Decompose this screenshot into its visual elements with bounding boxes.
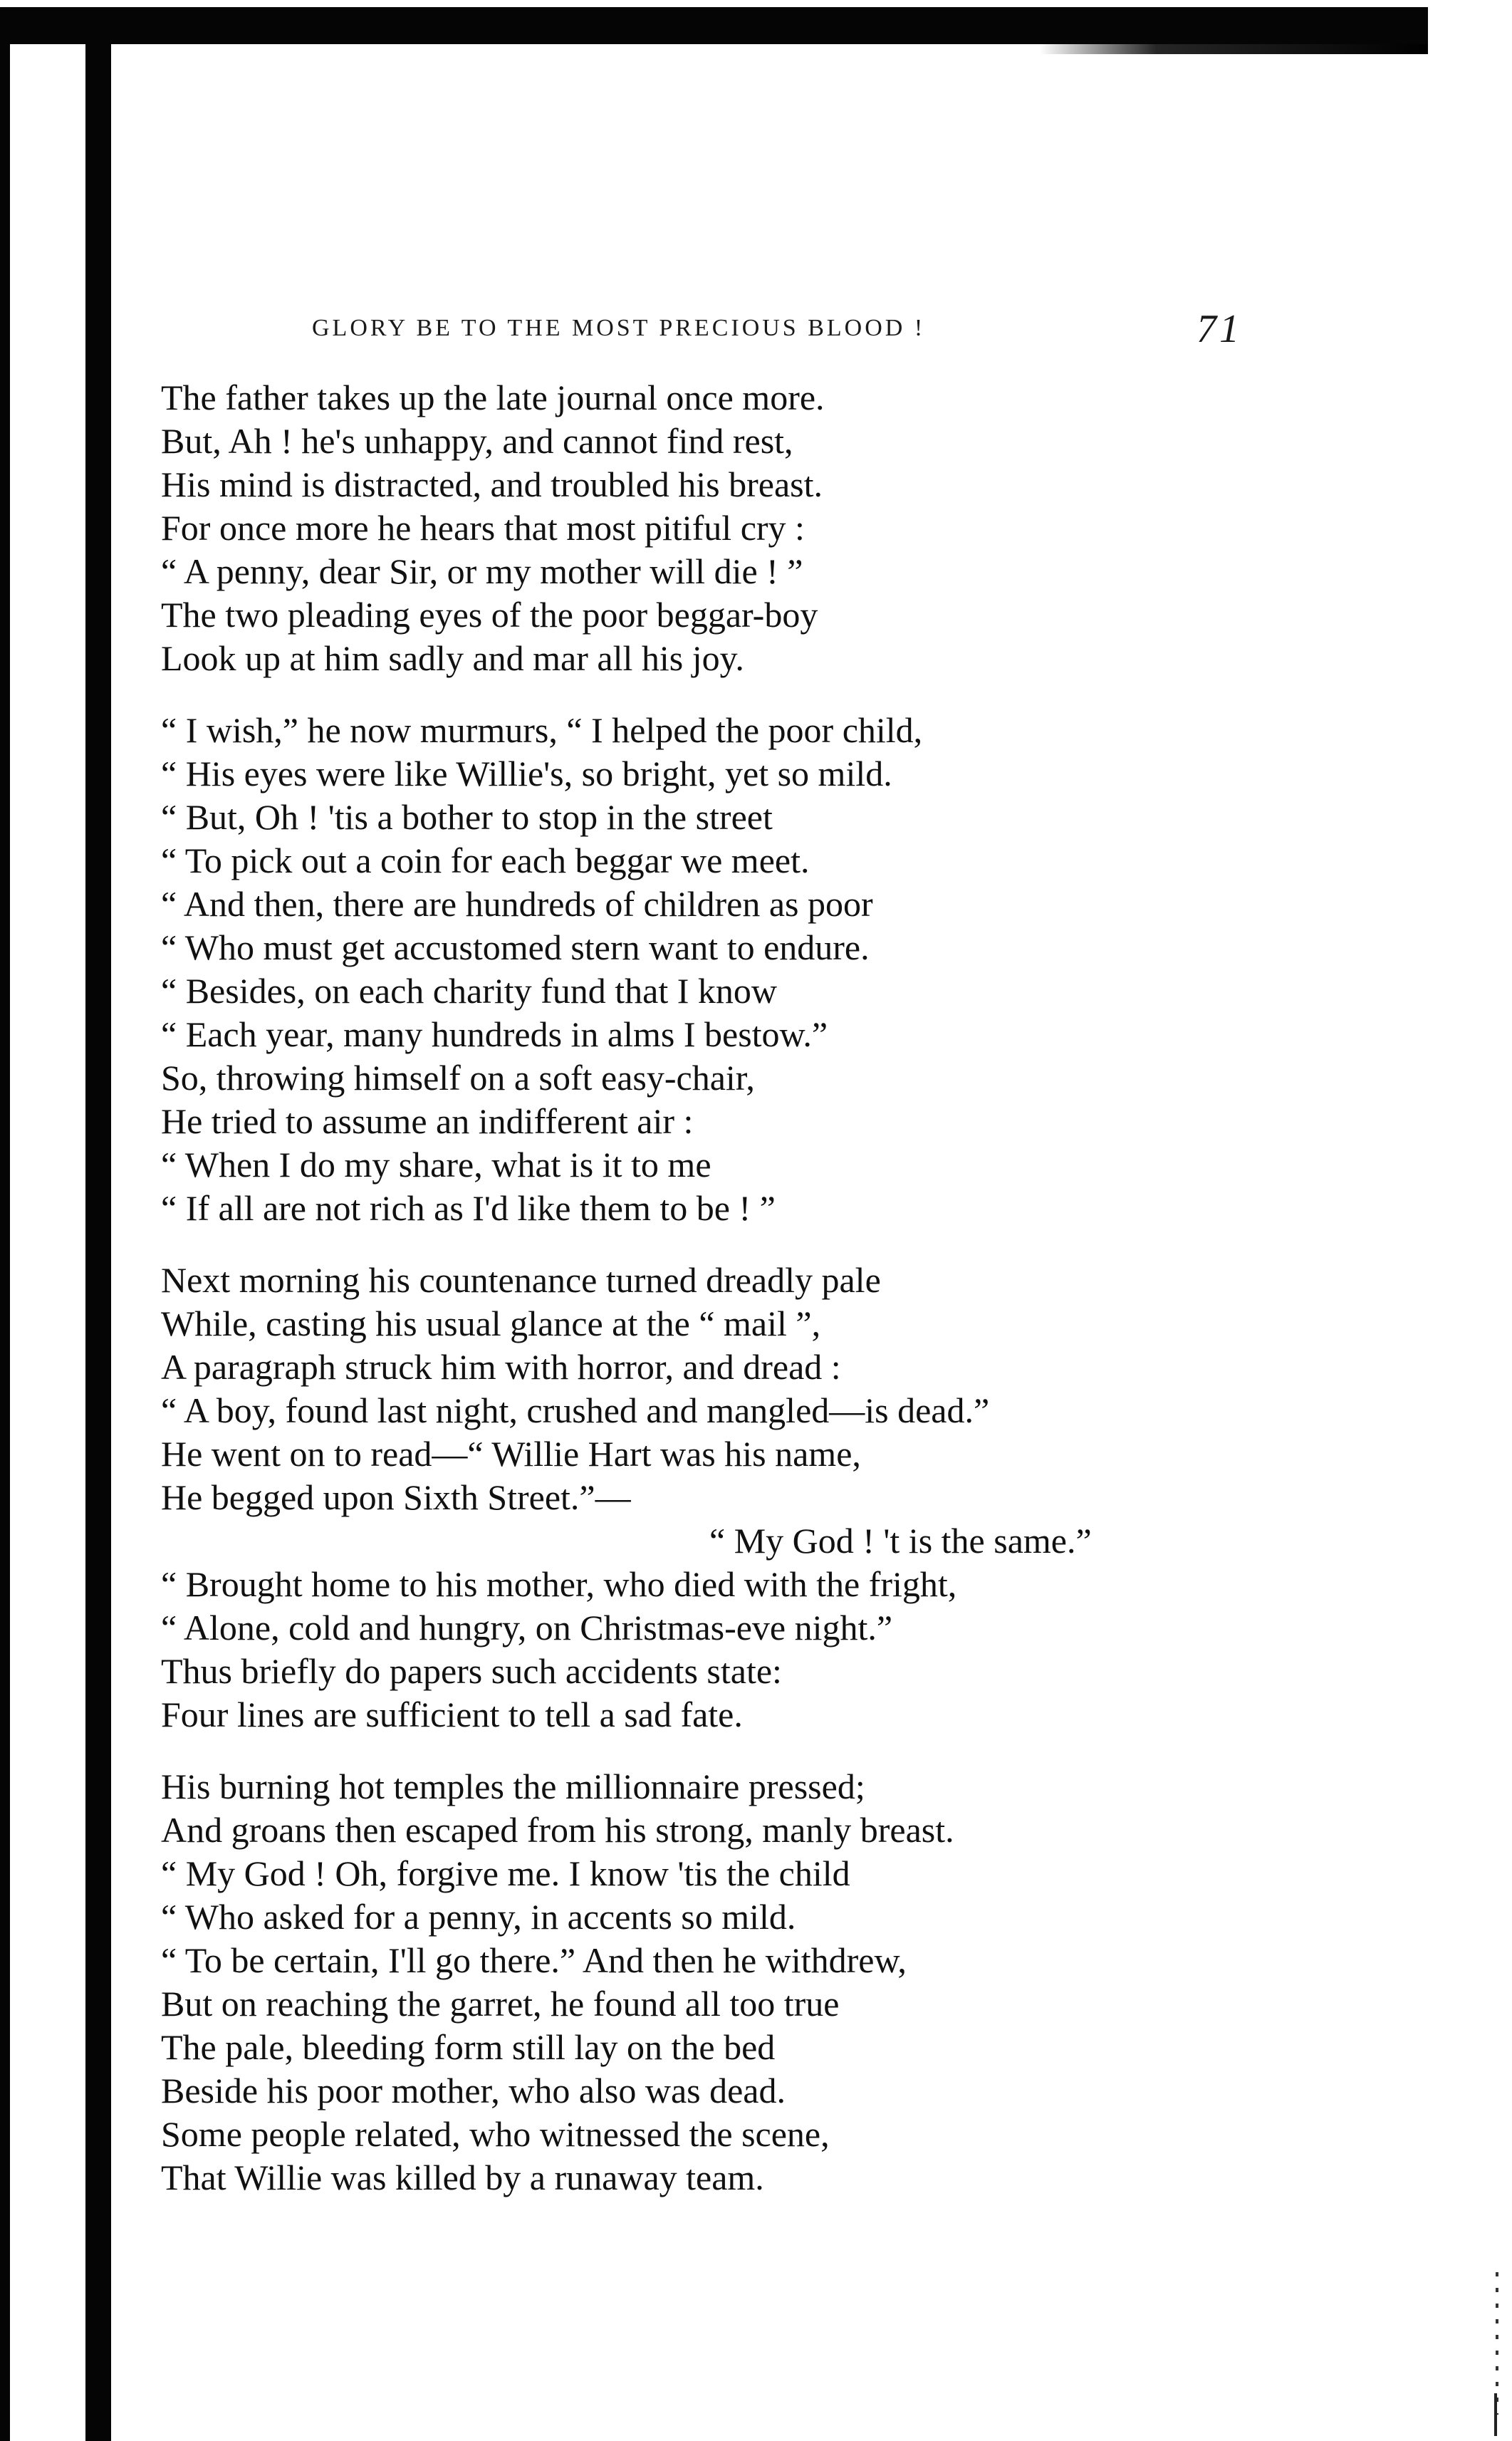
verse-line: The two pleading eyes of the poor beggar-boy: [161, 595, 818, 635]
stanza-2: [161, 709, 1286, 1230]
verse-line: Look up at him sadly and mar all his joy.: [161, 638, 744, 678]
verse-line: “ My God ! Oh, forgive me. I know 'tis the child: [161, 1853, 850, 1893]
verse-line: For once more he hears that most pitiful cry :: [161, 508, 805, 548]
verse-line: “ A boy, found last night, crushed and mangled—is dead.”: [161, 1390, 990, 1430]
stanza-1: [161, 376, 1286, 680]
verse-line: His mind is distracted, and troubled his breast.: [161, 464, 823, 504]
verse-line: “ Who asked for a penny, in accents so mild.: [161, 1897, 796, 1937]
verse-line: But on reaching the garret, he found all too true: [161, 1984, 840, 2024]
scan-border-top: [0, 7, 1428, 44]
verse-line: “ To be certain, I'll go there.” And then he withdrew,: [161, 1940, 907, 1980]
verse-line: He went on to read—“ Willie Hart was his name,: [161, 1434, 861, 1474]
stanza-3: [161, 1259, 1286, 1737]
verse-line: “ His eyes were like Willie's, so bright, yet so mild.: [161, 754, 892, 793]
verse-line: “ When I do my share, what is it to me: [161, 1145, 711, 1185]
verse-line: The father takes up the late journal once more.: [161, 378, 825, 417]
verse-line: And groans then escaped from his strong, manly breast.: [161, 1810, 954, 1850]
verse-line: Next morning his countenance turned dreadly pale: [161, 1260, 881, 1300]
verse-line: Some people related, who witnessed the scene,: [161, 2114, 830, 2154]
page-number: 71: [1196, 307, 1242, 351]
verse-line: “ I wish,” he now murmurs, “ I helped the poor child,: [161, 710, 923, 750]
verse-line: He tried to assume an indifferent air :: [161, 1101, 694, 1141]
verse-line: “ Besides, on each charity fund that I know: [161, 971, 778, 1011]
verse-line: Thus briefly do papers such accidents state:: [161, 1651, 782, 1691]
verse-line: A paragraph struck him with horror, and dread :: [161, 1347, 841, 1387]
scan-edge-mark: [1494, 2393, 1497, 2436]
stanza-4: [161, 1765, 1286, 2200]
verse-line: But, Ah ! he's unhappy, and cannot find rest,: [161, 421, 793, 461]
poem-body: [161, 376, 1286, 2299]
verse-line: Beside his poor mother, who also was dead.: [161, 2071, 786, 2110]
verse-line: “ A penny, dear Sir, or my mother will die ! ”: [161, 551, 803, 591]
verse-line: “ Each year, many hundreds in alms I bestow.”: [161, 1014, 828, 1054]
scan-border-left-outer: [0, 7, 10, 2441]
scan-border-top-tail: [1040, 44, 1428, 54]
verse-line: His burning hot temples the millionnaire pressed;: [161, 1766, 865, 1806]
scan-border-gap: [10, 44, 85, 2441]
verse-line: He begged upon Sixth Street.”—: [161, 1477, 631, 1517]
verse-line: “ Alone, cold and hungry, on Christmas-eve night.”: [161, 1608, 893, 1648]
verse-line-indented: “ My God ! 't is the same.”: [709, 1521, 1092, 1561]
verse-line: “ But, Oh ! 'tis a bother to stop in the street: [161, 797, 773, 837]
verse-line: While, casting his usual glance at the “ mail ”,: [161, 1303, 821, 1343]
verse-line: Four lines are sufficient to tell a sad fate.: [161, 1695, 743, 1734]
verse-line: “ Who must get accustomed stern want to endure.: [161, 927, 870, 967]
verse-line: So, throwing himself on a soft easy-chair,: [161, 1058, 755, 1098]
verse-line: The pale, bleeding form still lay on the bed: [161, 2027, 776, 2067]
running-title: GLORY BE TO THE MOST PRECIOUS BLOOD !: [312, 315, 926, 341]
verse-line: “ To pick out a coin for each beggar we meet.: [161, 840, 810, 880]
verse-line: “ If all are not rich as I'd like them to be ! ”: [161, 1188, 776, 1228]
verse-line: “ Brought home to his mother, who died with the fright,: [161, 1564, 957, 1604]
verse-line: That Willie was killed by a runaway team.: [161, 2158, 764, 2197]
verse-line: “ And then, there are hundreds of children as poor: [161, 884, 873, 924]
scan-border-left: [85, 44, 111, 2441]
